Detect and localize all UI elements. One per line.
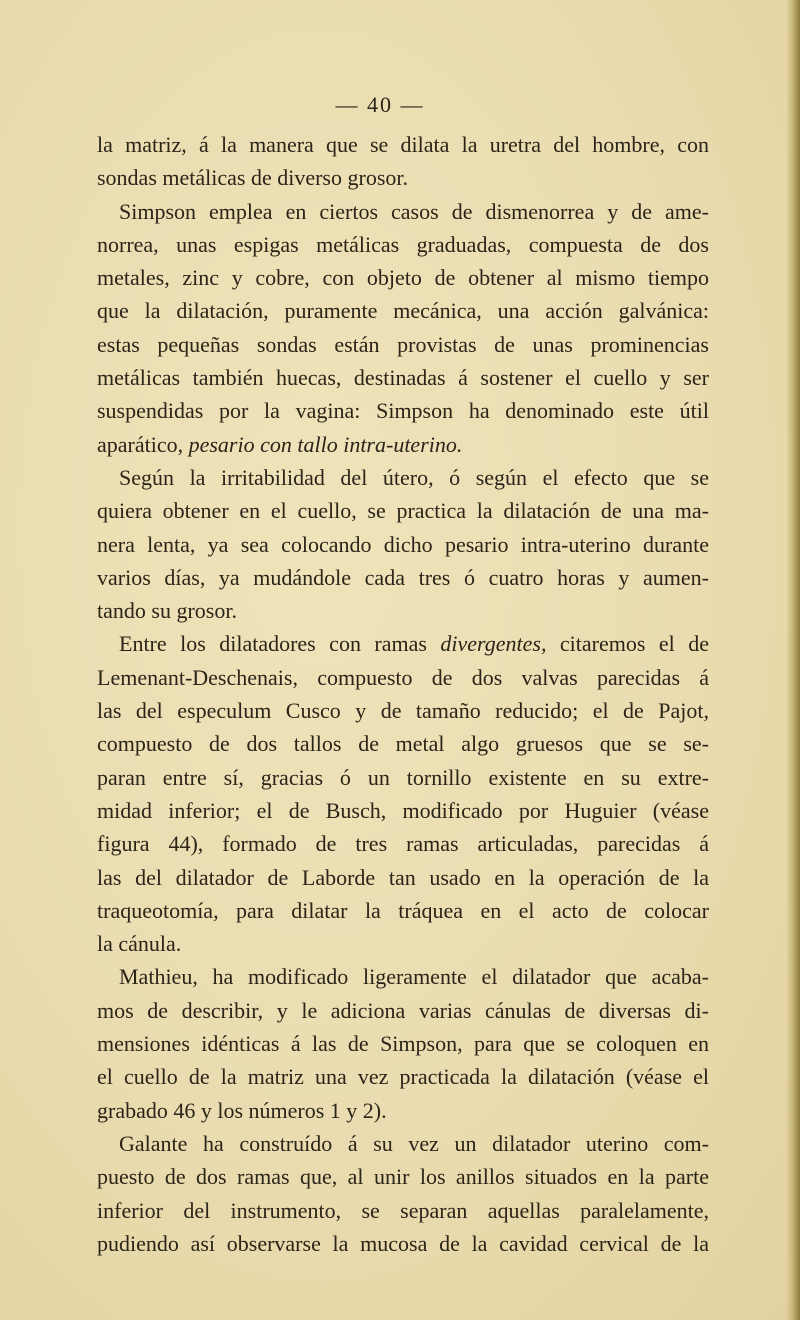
text-line	[97, 1194, 709, 1227]
page-number: — 40 —	[335, 92, 425, 117]
text-line	[97, 128, 709, 161]
text-line	[97, 394, 709, 427]
text-run: estas pequeñas sondas están provistas de unas prominencias	[97, 331, 709, 357]
text-run: metálicas también huecas, destinadas á sostener el cuello y ser	[97, 365, 709, 391]
text-line	[97, 195, 709, 228]
text-line	[97, 561, 709, 594]
text-run: compuesto de dos tallos de metal algo gruesos que se se-	[97, 731, 709, 757]
text-run: las del especulum Cusco y de tamaño reducido; el de Pajot,	[97, 698, 709, 724]
text-run: norrea, unas espigas metálicas graduadas, compuesta de dos	[97, 231, 709, 257]
text-run: Mathieu, ha modificado ligeramente el dilatador que acaba-	[119, 964, 709, 990]
text-run: puesto de dos ramas que, al unir los anillos situados en la parte	[97, 1164, 709, 1190]
text-line	[97, 328, 709, 361]
text-line	[97, 1027, 709, 1060]
text-run: suspendidas por la vagina: Simpson ha denominado este útil	[97, 398, 709, 424]
body-text	[97, 128, 709, 1260]
text-run: mos de describir, y le adiciona varias cánulas de diversas di-	[97, 997, 709, 1023]
text-line	[97, 694, 709, 727]
text-run: metales, zinc y cobre, con objeto de obtener al mismo tiempo	[97, 265, 709, 291]
text-line	[97, 594, 709, 627]
text-run: la cánula.	[97, 931, 182, 957]
text-line	[97, 661, 709, 694]
text-line	[97, 461, 709, 494]
text-line	[97, 1060, 709, 1093]
text-run: Según la irritabilidad del útero, ó según el efecto que se	[119, 464, 709, 490]
text-line	[97, 1127, 709, 1160]
text-run: que la dilatación, puramente mecánica, una acción galvánica:	[97, 298, 709, 324]
text-line	[97, 927, 709, 960]
italic-text-run: pesario con tallo intra-uterino.	[188, 431, 463, 457]
text-run: aparático,	[97, 431, 189, 457]
text-run: midad inferior; el de Busch, modificado por Huguier (véase	[97, 797, 709, 823]
text-run: Lemenant-Deschenais, compuesto de dos valvas parecidas á	[97, 664, 709, 690]
text-line	[97, 1094, 709, 1127]
text-line	[97, 1160, 709, 1193]
text-run: varios días, ya mudándole cada tres ó cuatro horas y aumen-	[97, 564, 709, 590]
text-line	[97, 861, 709, 894]
text-line	[97, 294, 709, 327]
text-line	[97, 361, 709, 394]
text-run: mensiones idénticas á las de Simpson, para que se coloquen en	[97, 1031, 709, 1057]
text-run: pudiendo así observarse la mucosa de la cavidad cervical de la	[97, 1230, 709, 1256]
text-line	[97, 894, 709, 927]
text-line	[97, 994, 709, 1027]
text-run: Entre los dilatadores con ramas	[119, 631, 441, 657]
text-run: inferior del instrumento, se separan aquellas paralelamente,	[97, 1197, 709, 1223]
text-line	[97, 761, 709, 794]
text-run: las del dilatador de Laborde tan usado en la operación de la	[97, 864, 709, 890]
text-line	[97, 428, 709, 461]
text-run: el cuello de la matriz una vez practicada la dilatación (véase el	[97, 1064, 709, 1090]
page-edge-shadow	[786, 0, 800, 1320]
italic-text-run: divergentes,	[440, 631, 547, 657]
text-run: sondas metálicas de diverso grosor.	[97, 165, 408, 191]
text-line	[97, 1227, 709, 1260]
text-line	[97, 960, 709, 993]
text-line	[97, 228, 709, 261]
text-run: figura 44), formado de tres ramas articuladas, parecidas á	[97, 831, 709, 857]
text-run: la matriz, á la manera que se dilata la uretra del hombre, con	[97, 132, 709, 157]
text-line	[97, 627, 709, 660]
text-line	[97, 494, 709, 527]
text-run: paran entre sí, gracias ó un tornillo existente en su extre-	[97, 764, 709, 790]
text-run: Galante ha construído á su vez un dilatador uterino com-	[119, 1130, 709, 1156]
text-run: Simpson emplea en ciertos casos de dismenorrea y de ame-	[119, 198, 709, 224]
text-line	[97, 827, 709, 860]
text-line	[97, 161, 709, 194]
text-run: citaremos el de	[546, 631, 709, 657]
text-run: grabado 46 y los números 1 y 2).	[97, 1097, 387, 1123]
text-run: nera lenta, ya sea colocando dicho pesario intra-uterino durante	[97, 531, 709, 557]
text-run: traqueotomía, para dilatar la tráquea en el acto de colocar	[97, 897, 709, 923]
text-line	[97, 794, 709, 827]
text-line	[97, 528, 709, 561]
text-run: quiera obtener en el cuello, se practica la dilatación de una ma-	[97, 498, 709, 524]
text-line	[97, 261, 709, 294]
text-line	[97, 727, 709, 760]
text-run: tando su grosor.	[97, 598, 237, 624]
